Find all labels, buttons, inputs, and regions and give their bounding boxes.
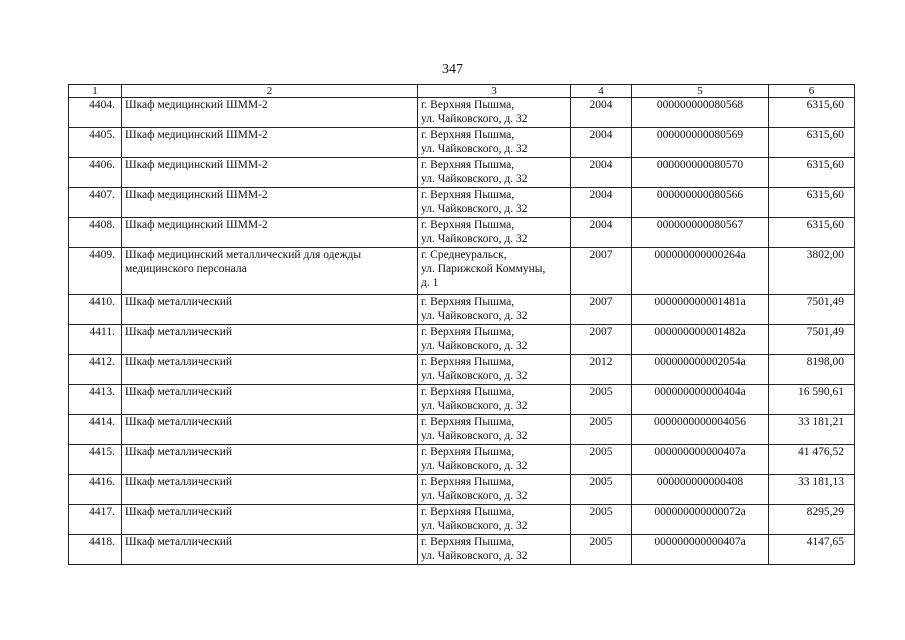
table-row — [69, 325, 855, 355]
address-cell: г. Среднеуральск, ул. Парижской Коммуны, д. 1 — [418, 248, 571, 295]
inventory-code-cell: 000000000001481а — [632, 295, 769, 325]
year-cell: 2005 — [571, 475, 632, 505]
year-cell: 2004 — [571, 158, 632, 188]
row-number-cell: 4416. — [69, 475, 122, 505]
cost-cell: 16 590,61 — [769, 385, 855, 415]
row-number-cell: 4413. — [69, 385, 122, 415]
address-cell: г. Верхняя Пышма, ул. Чайковского, д. 32 — [418, 475, 571, 505]
year-cell: 2004 — [571, 218, 632, 248]
inventory-code-cell: 000000000080566 — [632, 188, 769, 218]
address-cell: г. Верхняя Пышма, ул. Чайковского, д. 32 — [418, 505, 571, 535]
inventory-code-cell: 000000000000404а — [632, 385, 769, 415]
row-number-cell: 4409. — [69, 248, 122, 295]
year-cell: 2007 — [571, 248, 632, 295]
column-header: 6 — [769, 85, 855, 98]
item-name-cell: Шкаф металлический — [122, 325, 418, 355]
cost-cell: 8198,00 — [769, 355, 855, 385]
address-cell: г. Верхняя Пышма, ул. Чайковского, д. 32 — [418, 535, 571, 565]
item-name-cell: Шкаф медицинский металлический для одежды медицинского персонала — [122, 248, 418, 295]
cost-cell: 8295,29 — [769, 505, 855, 535]
table-row — [69, 385, 855, 415]
row-number-cell: 4411. — [69, 325, 122, 355]
year-cell: 2004 — [571, 98, 632, 128]
inventory-code-cell: 000000000080570 — [632, 158, 769, 188]
table-row — [69, 188, 855, 218]
inventory-code-cell: 000000000000407а — [632, 445, 769, 475]
row-number-cell: 4415. — [69, 445, 122, 475]
column-header: 2 — [122, 85, 418, 98]
address-cell: г. Верхняя Пышма, ул. Чайковского, д. 32 — [418, 445, 571, 475]
cost-cell: 6315,60 — [769, 188, 855, 218]
cost-cell: 6315,60 — [769, 128, 855, 158]
table-row — [69, 535, 855, 565]
address-cell: г. Верхняя Пышма, ул. Чайковского, д. 32 — [418, 415, 571, 445]
page-number: 347 — [442, 62, 463, 77]
inventory-code-cell: 000000000000072а — [632, 505, 769, 535]
cost-cell: 33 181,21 — [769, 415, 855, 445]
inventory-code-cell: 000000000002054а — [632, 355, 769, 385]
table-row — [69, 355, 855, 385]
column-header: 4 — [571, 85, 632, 98]
address-cell: г. Верхняя Пышма, ул. Чайковского, д. 32 — [418, 385, 571, 415]
item-name-cell: Шкаф металлический — [122, 295, 418, 325]
inventory-code-cell: 000000000080568 — [632, 98, 769, 128]
inventory-code-cell: 0000000000004056 — [632, 415, 769, 445]
table-row — [69, 295, 855, 325]
item-name-cell: Шкаф медицинский ШММ-2 — [122, 218, 418, 248]
inventory-code-cell: 000000000000407а — [632, 535, 769, 565]
item-name-cell: Шкаф медицинский ШММ-2 — [122, 158, 418, 188]
table-row — [69, 445, 855, 475]
table-header — [69, 85, 855, 98]
inventory-code-cell: 000000000080567 — [632, 218, 769, 248]
header-row — [69, 85, 855, 98]
year-cell: 2005 — [571, 385, 632, 415]
table-row — [69, 248, 855, 295]
row-number-cell: 4418. — [69, 535, 122, 565]
row-number-cell: 4404. — [69, 98, 122, 128]
cost-cell: 6315,60 — [769, 98, 855, 128]
table-row — [69, 505, 855, 535]
table-row — [69, 415, 855, 445]
table-body — [69, 98, 855, 565]
item-name-cell: Шкаф металлический — [122, 475, 418, 505]
cost-cell: 3802,00 — [769, 248, 855, 295]
inventory-code-cell: 000000000000408 — [632, 475, 769, 505]
row-number-cell: 4408. — [69, 218, 122, 248]
table-row — [69, 128, 855, 158]
address-cell: г. Верхняя Пышма, ул. Чайковского, д. 32 — [418, 218, 571, 248]
year-cell: 2005 — [571, 445, 632, 475]
table-row — [69, 158, 855, 188]
row-number-cell: 4405. — [69, 128, 122, 158]
column-header: 3 — [418, 85, 571, 98]
year-cell: 2004 — [571, 128, 632, 158]
table-row — [69, 98, 855, 128]
inventory-code-cell: 000000000001482а — [632, 325, 769, 355]
column-header: 1 — [69, 85, 122, 98]
address-cell: г. Верхняя Пышма, ул. Чайковского, д. 32 — [418, 295, 571, 325]
table-row — [69, 218, 855, 248]
row-number-cell: 4407. — [69, 188, 122, 218]
cost-cell: 41 476,52 — [769, 445, 855, 475]
address-cell: г. Верхняя Пышма, ул. Чайковского, д. 32 — [418, 98, 571, 128]
column-header: 5 — [632, 85, 769, 98]
year-cell: 2005 — [571, 415, 632, 445]
item-name-cell: Шкаф металлический — [122, 415, 418, 445]
year-cell: 2012 — [571, 355, 632, 385]
item-name-cell: Шкаф металлический — [122, 445, 418, 475]
item-name-cell: Шкаф медицинский ШММ-2 — [122, 128, 418, 158]
item-name-cell: Шкаф медицинский ШММ-2 — [122, 188, 418, 218]
year-cell: 2004 — [571, 188, 632, 218]
row-number-cell: 4414. — [69, 415, 122, 445]
address-cell: г. Верхняя Пышма, ул. Чайковского, д. 32 — [418, 158, 571, 188]
year-cell: 2005 — [571, 535, 632, 565]
inventory-code-cell: 000000000080569 — [632, 128, 769, 158]
address-cell: г. Верхняя Пышма, ул. Чайковского, д. 32 — [418, 188, 571, 218]
address-cell: г. Верхняя Пышма, ул. Чайковского, д. 32 — [418, 128, 571, 158]
row-number-cell: 4417. — [69, 505, 122, 535]
year-cell: 2005 — [571, 505, 632, 535]
item-name-cell: Шкаф металлический — [122, 535, 418, 565]
table-row — [69, 475, 855, 505]
inventory-code-cell: 000000000000264а — [632, 248, 769, 295]
address-cell: г. Верхняя Пышма, ул. Чайковского, д. 32 — [418, 325, 571, 355]
item-name-cell: Шкаф металлический — [122, 505, 418, 535]
row-number-cell: 4412. — [69, 355, 122, 385]
cost-cell: 7501,49 — [769, 325, 855, 355]
cost-cell: 7501,49 — [769, 295, 855, 325]
cost-cell: 33 181,13 — [769, 475, 855, 505]
cost-cell: 6315,60 — [769, 158, 855, 188]
item-name-cell: Шкаф металлический — [122, 355, 418, 385]
inventory-table — [68, 84, 855, 565]
cost-cell: 6315,60 — [769, 218, 855, 248]
row-number-cell: 4410. — [69, 295, 122, 325]
item-name-cell: Шкаф медицинский ШММ-2 — [122, 98, 418, 128]
address-cell: г. Верхняя Пышма, ул. Чайковского, д. 32 — [418, 355, 571, 385]
cost-cell: 4147,65 — [769, 535, 855, 565]
year-cell: 2007 — [571, 325, 632, 355]
year-cell: 2007 — [571, 295, 632, 325]
item-name-cell: Шкаф металлический — [122, 385, 418, 415]
row-number-cell: 4406. — [69, 158, 122, 188]
